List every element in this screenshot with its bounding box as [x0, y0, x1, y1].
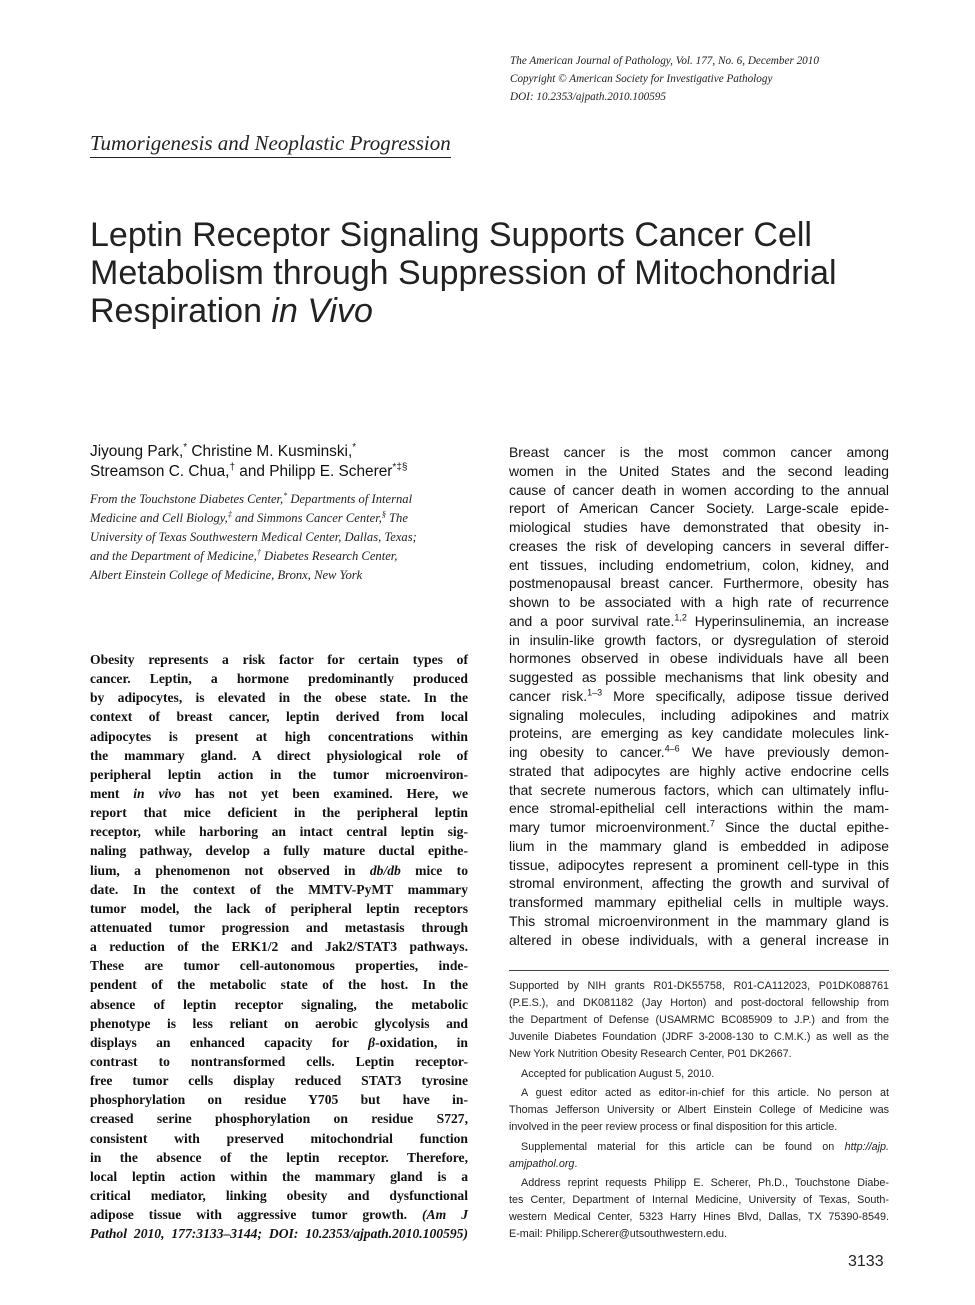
- footnote-text: Supplemental material for this article can be found on: [521, 1140, 845, 1153]
- body-text: We have previously demon-: [679, 744, 889, 760]
- body-line: This stromal microenvironment in the mammary gland is: [509, 912, 889, 929]
- abstract-italic: db/db: [369, 862, 401, 878]
- abstract-text: lium, a phenomenon not observed in: [90, 862, 370, 878]
- title-line-1: Leptin Receptor Signaling Supports Cancer Cell: [90, 216, 812, 254]
- abstract-line: naling pathway, develop a fully mature ductal epithe-: [90, 843, 468, 859]
- abstract-line: cancer. Leptin, a hormone predominantly produced: [90, 671, 468, 687]
- abstract-line: Obesity represents a risk factor for certain types of: [90, 652, 468, 667]
- footnote-funding-line: Supported by NIH grants R01-DK55758, R01-CA112023, P01DK088761: [509, 980, 889, 992]
- body-line: shown to be associated with a high rate of recurrence: [509, 594, 889, 610]
- abstract-line: date. In the context of the MMTV-PyMT mammary: [90, 881, 468, 897]
- author-name: and Philipp E. Scherer: [235, 463, 393, 480]
- abstract-line: the mammary gland. A direct physiological role of: [90, 747, 468, 763]
- author-marker: *‡§: [392, 461, 408, 473]
- affiliation-marker: *: [283, 490, 288, 500]
- footnote-funding-line: (P.E.S.), and DK081182 (Jay Horton) and post-doctoral fellowship from: [509, 997, 889, 1009]
- footnote-reprint-line: western Medical Center, 5323 Harry Hines Blvd, Dallas, TX 75390-8549.: [509, 1211, 889, 1223]
- body-line: signaling molecules, including adipokines and matrix: [509, 706, 889, 723]
- affiliation-line: [90, 547, 460, 566]
- abstract: [90, 650, 468, 1243]
- abstract-line: [90, 1033, 468, 1052]
- body-line: ence stromal-epithelial cell interactions within the mam-: [509, 800, 889, 817]
- abstract-line: contrast to nontransformed cells. Leptin receptor-: [90, 1053, 468, 1069]
- abstract-text: adipose tissue with aggressive tumor growth.: [90, 1207, 423, 1223]
- body-line: ent tissues, including endometrium, colon, kidney, and: [509, 556, 889, 573]
- footnote-text: .: [574, 1157, 578, 1170]
- footnote-editor-line: involved in the peer review process or final disposition for this article.: [509, 1121, 838, 1133]
- affiliations: [90, 490, 460, 585]
- abstract-italic: in vivo: [133, 785, 182, 801]
- author-name: Jiyoung Park,: [90, 443, 184, 460]
- footnote-editor-line: Thomas Jefferson University or Albert Einstein College of Medicine was: [509, 1104, 889, 1116]
- footnote-funding-line: New York Nutrition Obesity Research Center, P01 DK2667.: [509, 1048, 792, 1060]
- affiliation-marker: §: [381, 509, 386, 519]
- body-line: tissue, adipocytes represent a prominent cell-type in this: [509, 856, 889, 873]
- abstract-text: displays an enhanced capacity for: [90, 1034, 369, 1050]
- author-list: [90, 442, 470, 482]
- abstract-line: [90, 1224, 468, 1243]
- author-line-2: [90, 462, 470, 482]
- abstract-line: adipocytes is present at high concentrations within: [90, 728, 468, 744]
- affiliation-text: From the Touchstone Diabetes Center,: [90, 492, 284, 506]
- title-line-3: [90, 292, 890, 330]
- abstract-citation: Pathol 2010, 177:3133–3144; DOI: 10.2353/ajpath.2010.100595): [90, 1226, 468, 1242]
- abstract-line: absence of leptin receptor signaling, the metabolic: [90, 996, 468, 1012]
- abstract-line: pendent of the metabolic state of the host. In the: [90, 977, 468, 993]
- abstract-line: local leptin action within the mammary gland is a: [90, 1168, 468, 1184]
- footnote-funding-line: Juvenile Diabetes Foundation (JDRF 3-2008-130 to C.M.K.) as well as the: [509, 1031, 889, 1043]
- author-line-1: [90, 442, 470, 462]
- body-text: ing obesity to cancer.: [509, 744, 665, 760]
- author-name: Christine M. Kusminski,: [187, 443, 353, 460]
- body-line: creases the risk of developing cancers in several differ-: [509, 537, 889, 554]
- abstract-line: in the absence of the leptin receptor. Therefore,: [90, 1149, 468, 1165]
- affiliation-line: University of Texas Southwestern Medical Center, Dallas, Texas;: [90, 530, 417, 544]
- footnote-supplemental-line: [509, 1139, 889, 1156]
- affiliation-text: Medicine and Cell Biology,: [90, 511, 228, 525]
- footnote-accepted: Accepted for publication August 5, 2010.: [521, 1067, 715, 1080]
- body-text: Hyperinsulinemia, an increase: [686, 612, 889, 629]
- journal-volume-line: The American Journal of Pathology, Vol. 177, No. 6, December 2010: [510, 55, 819, 67]
- abstract-line: phosphorylation on residue Y705 but have in-: [90, 1092, 468, 1108]
- title-text: Respiration: [90, 292, 272, 330]
- citation-ref: 7: [709, 818, 715, 829]
- journal-citation: [510, 52, 890, 106]
- citation-ref: 1,2: [674, 612, 687, 623]
- abstract-citation: (Am J: [422, 1207, 468, 1223]
- footnote-reprint-line: Address reprint requests Philipp E. Scherer, Ph.D., Touchstone Diabe-: [521, 1177, 889, 1189]
- abstract-line: tumor model, the lack of peripheral leptin receptors: [90, 900, 468, 916]
- title-italic-text: in Vivo: [271, 292, 373, 330]
- body-line: proteins, are emerging as key candidate molecules link-: [509, 725, 889, 742]
- body-text: mary tumor microenvironment.: [509, 819, 710, 835]
- footnotes: [509, 978, 889, 1243]
- body-line: hormones observed in obese individuals have all been: [509, 650, 889, 667]
- title-line-2: Metabolism through Suppression of Mitochondrial: [90, 254, 837, 292]
- body-line: stromal environment, affecting the growth and survival of: [509, 875, 889, 892]
- introduction-text: [509, 443, 889, 949]
- abstract-line: a reduction of the ERK1/2 and Jak2/STAT3 pathways.: [90, 939, 468, 955]
- body-line: miological studies have demonstrated that obesity in-: [509, 519, 889, 535]
- affiliation-text: and the Department of Medicine,: [90, 549, 257, 563]
- body-text: cancer risk.: [509, 687, 588, 704]
- body-line: altered in obese individuals, with a general increase in: [509, 931, 889, 948]
- body-text: More specifically, adipose tissue derived: [602, 687, 890, 704]
- abstract-line: peripheral leptin action in the tumor microenviron-: [90, 766, 468, 782]
- affiliation-line: [90, 509, 460, 528]
- body-text: Since the ductal epithe-: [714, 819, 889, 835]
- abstract-text: has not yet been examined. Here, we: [181, 785, 468, 801]
- affiliation-text: and Simmons Cancer Center,: [231, 511, 382, 525]
- abstract-line: creased serine phosphorylation on residue S727,: [90, 1111, 468, 1127]
- supplemental-link[interactable]: amjpathol.org: [509, 1157, 575, 1170]
- footnote-reprint-email: E-mail: Philipp.Scherer@utsouthwestern.edu.: [509, 1228, 728, 1240]
- abstract-line: [90, 861, 468, 880]
- body-line: [509, 687, 889, 706]
- section-heading: Tumorigenesis and Neoplastic Progression: [90, 131, 451, 158]
- affiliation-line: [90, 490, 460, 509]
- abstract-line: phenotype is less reliant on aerobic glycolysis and: [90, 1015, 468, 1031]
- body-line: postmenopausal breast cancer. Furthermore, obesity has: [509, 575, 889, 592]
- author-name: Streamson C. Chua,: [90, 463, 230, 480]
- page-number: 3133: [848, 1253, 884, 1270]
- abstract-line: receptor, while harboring an intact central leptin sig-: [90, 824, 468, 840]
- body-line: lium in the mammary gland is embedded in adipose: [509, 837, 889, 854]
- body-text: and a poor survival rate.: [509, 612, 675, 629]
- journal-copyright-line: Copyright © American Society for Investigative Pathology: [510, 73, 773, 85]
- abstract-line: These are tumor cell-autonomous properties, inde-: [90, 958, 468, 974]
- abstract-line: free tumor cells display reduced STAT3 tyrosine: [90, 1073, 468, 1089]
- body-line: transformed mammary epithelial cells in multiple ways.: [509, 894, 889, 910]
- footnote-supplemental-line: [509, 1156, 889, 1173]
- footnote-editor-line: A guest editor acted as editor-in-chief for this article. No person at: [521, 1087, 889, 1099]
- abstract-line: by adipocytes, is elevated in the obese state. In the: [90, 690, 468, 706]
- body-line: Breast cancer is the most common cancer among: [509, 444, 889, 460]
- article-title: [90, 216, 890, 330]
- body-line: strated that adipocytes are highly active endocrine cells: [509, 762, 889, 779]
- abstract-line: context of breast cancer, leptin derived from local: [90, 709, 468, 725]
- author-marker: *: [352, 441, 357, 453]
- body-line: cause of cancer death in women according to the annual: [509, 481, 889, 498]
- abstract-line: report that mice deficient in the peripheral leptin: [90, 805, 468, 821]
- body-line: women in the United States and the second leading: [509, 462, 889, 479]
- abstract-text: ment: [90, 785, 134, 801]
- abstract-text: mice to: [400, 862, 468, 878]
- abstract-italic: β: [368, 1034, 376, 1050]
- body-line: that secrete numerous factors, which can ultimately influ-: [509, 781, 889, 798]
- body-line: report of American Cancer Society. Large-scale epide-: [509, 500, 889, 517]
- footnote-reprint-line: tes Center, Department of Internal Medicine, University of Texas, South-: [509, 1194, 889, 1206]
- body-line: [509, 818, 889, 837]
- affiliation-marker: ‡: [227, 509, 232, 519]
- affiliation-text: Departments of Internal: [287, 492, 413, 506]
- abstract-line: critical mediator, linking obesity and dysfunctional: [90, 1187, 468, 1203]
- abstract-line: consistent with preserved mitochondrial function: [90, 1130, 468, 1146]
- citation-ref: 1–3: [587, 687, 603, 698]
- affiliation-marker: †: [256, 547, 261, 557]
- abstract-line: [90, 784, 468, 803]
- author-marker: *: [183, 441, 188, 453]
- journal-doi-line: DOI: 10.2353/ajpath.2010.100595: [510, 91, 666, 103]
- abstract-line: [90, 1205, 468, 1224]
- citation-ref: 4–6: [664, 743, 680, 754]
- affiliation-text: The: [385, 511, 408, 525]
- footnote-funding-line: the Department of Defense (USAMRMC BC085909 to J.P.) and from the: [509, 1014, 889, 1026]
- abstract-line: attenuated tumor progression and metastasis through: [90, 919, 468, 935]
- footnote-divider: [509, 970, 889, 971]
- body-line: in insulin-like growth factors, or dysregulation of steroid: [509, 631, 889, 648]
- author-marker: †: [229, 461, 235, 473]
- affiliation-text: Diabetes Research Center,: [260, 549, 398, 563]
- abstract-text: -oxidation, in: [375, 1034, 468, 1050]
- affiliation-line: Albert Einstein College of Medicine, Bronx, New York: [90, 568, 363, 582]
- body-line: [509, 743, 889, 762]
- body-line: [509, 612, 889, 631]
- body-line: suggested as possible mechanisms that link obesity and: [509, 669, 889, 685]
- supplemental-link[interactable]: http://ajp.: [844, 1140, 889, 1153]
